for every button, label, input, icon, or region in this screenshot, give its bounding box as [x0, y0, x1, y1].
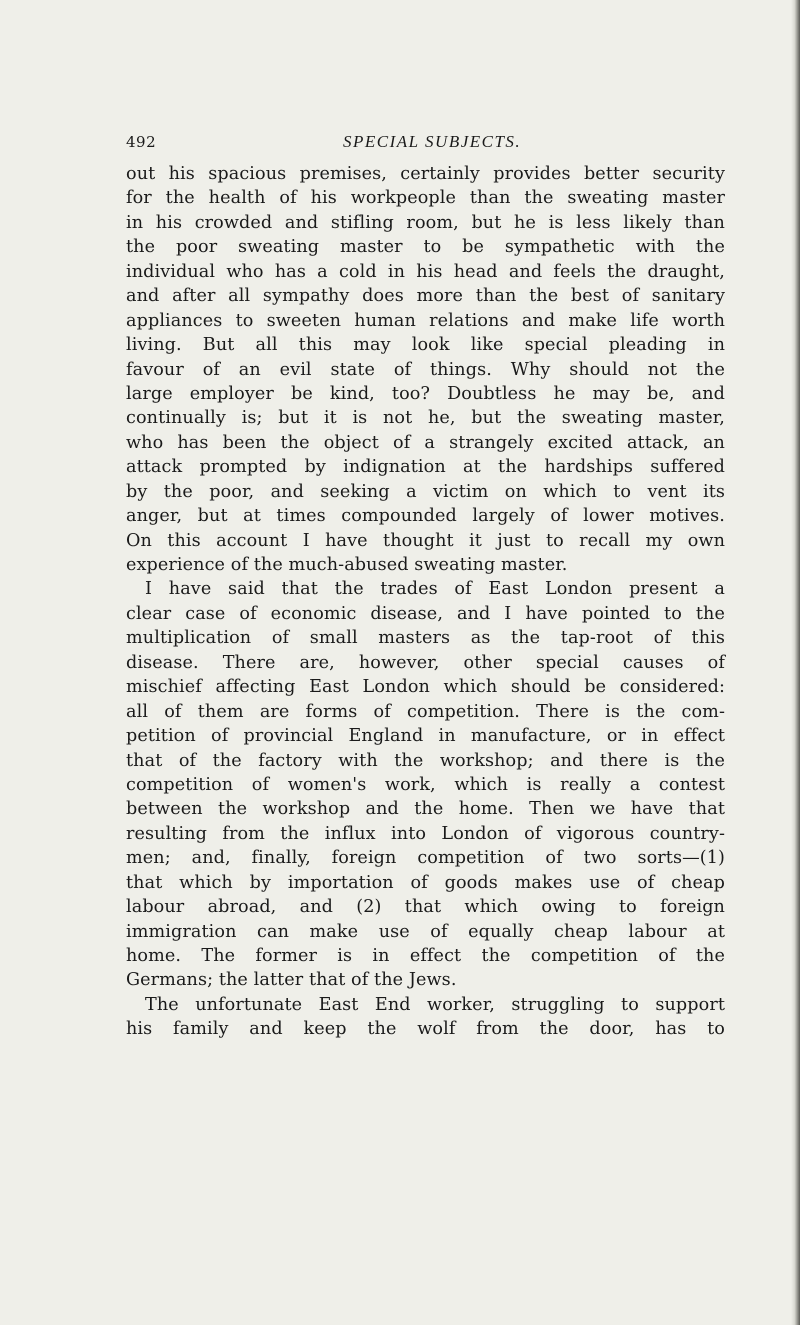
- text-line: living. But all this may look like special pleading in: [126, 335, 725, 356]
- text-line: large employer be kind, too? Doubtless he may be, and: [126, 383, 725, 404]
- text-line: his family and keep the wolf from the door, has to: [126, 1019, 725, 1040]
- body-text: [126, 162, 725, 1042]
- text-line: appliances to sweeten human relations and make life worth: [126, 310, 725, 331]
- text-line: labour abroad, and (2) that which owing to foreign: [126, 897, 725, 918]
- running-title: SPECIAL SUBJECTS.: [343, 132, 522, 151]
- paragraph-end-line: Germans; the latter that of the Jews.: [126, 970, 457, 991]
- paragraph-end-line: experience of the much-abused sweating master.: [126, 555, 568, 575]
- text-line: disease. There are, however, other special causes of: [126, 652, 725, 673]
- text-line: and after all sympathy does more than the best of sanitary: [126, 286, 725, 307]
- text-line: clear case of economic disease, and I have pointed to the: [126, 603, 725, 624]
- text-line: anger, but at times compounded largely of lower motives.: [126, 506, 725, 527]
- text-line: On this account I have thought it just to recall my own: [126, 530, 725, 551]
- text-line: men; and, finally, foreign competition of two sorts—(1): [126, 848, 725, 869]
- page-edge-shadow: [791, 0, 800, 1325]
- text-line: all of them are forms of competition. There is the com-: [126, 701, 725, 722]
- text-line: that which by importation of goods makes use of cheap: [126, 872, 725, 893]
- text-line: mischief affecting East London which should be considered:: [126, 677, 725, 698]
- text-line: continually is; but it is not he, but the sweating master,: [126, 408, 725, 429]
- text-line: out his spacious premises, certainly provides better security: [126, 164, 725, 184]
- text-line: that of the factory with the workshop; and there is the: [126, 750, 725, 771]
- text-line: attack prompted by indignation at the hardships suffered: [126, 457, 725, 478]
- page-number: 492: [126, 133, 157, 151]
- text-line: multiplication of small masters as the tap-root of this: [126, 628, 725, 649]
- text-line: competition of women's work, which is really a contest: [126, 774, 725, 795]
- running-head: [126, 130, 726, 154]
- paragraph-start-line: The unfortunate East End worker, struggling to support: [145, 994, 725, 1015]
- text-line: favour of an evil state of things. Why should not the: [126, 359, 725, 380]
- text-line: petition of provincial England in manufacture, or in effect: [126, 726, 725, 747]
- text-line: home. The former is in effect the competition of the: [126, 946, 725, 966]
- text-line: the poor sweating master to be sympathetic with the: [126, 237, 725, 258]
- text-line: between the workshop and the home. Then we have that: [126, 799, 725, 820]
- text-line: resulting from the influx into London of vigorous country-: [126, 823, 725, 844]
- text-line: by the poor, and seeking a victim on which to vent its: [126, 481, 725, 502]
- paragraph-start-line: I have said that the trades of East London present a: [145, 579, 725, 600]
- text-line: individual who has a cold in his head and feels the draught,: [126, 261, 725, 282]
- text-line: for the health of his workpeople than the sweating master: [126, 188, 725, 209]
- text-line: in his crowded and stifling room, but he is less likely than: [126, 212, 725, 233]
- text-line: who has been the object of a strangely excited attack, an: [126, 432, 725, 453]
- text-line: immigration can make use of equally cheap labour at: [126, 921, 725, 942]
